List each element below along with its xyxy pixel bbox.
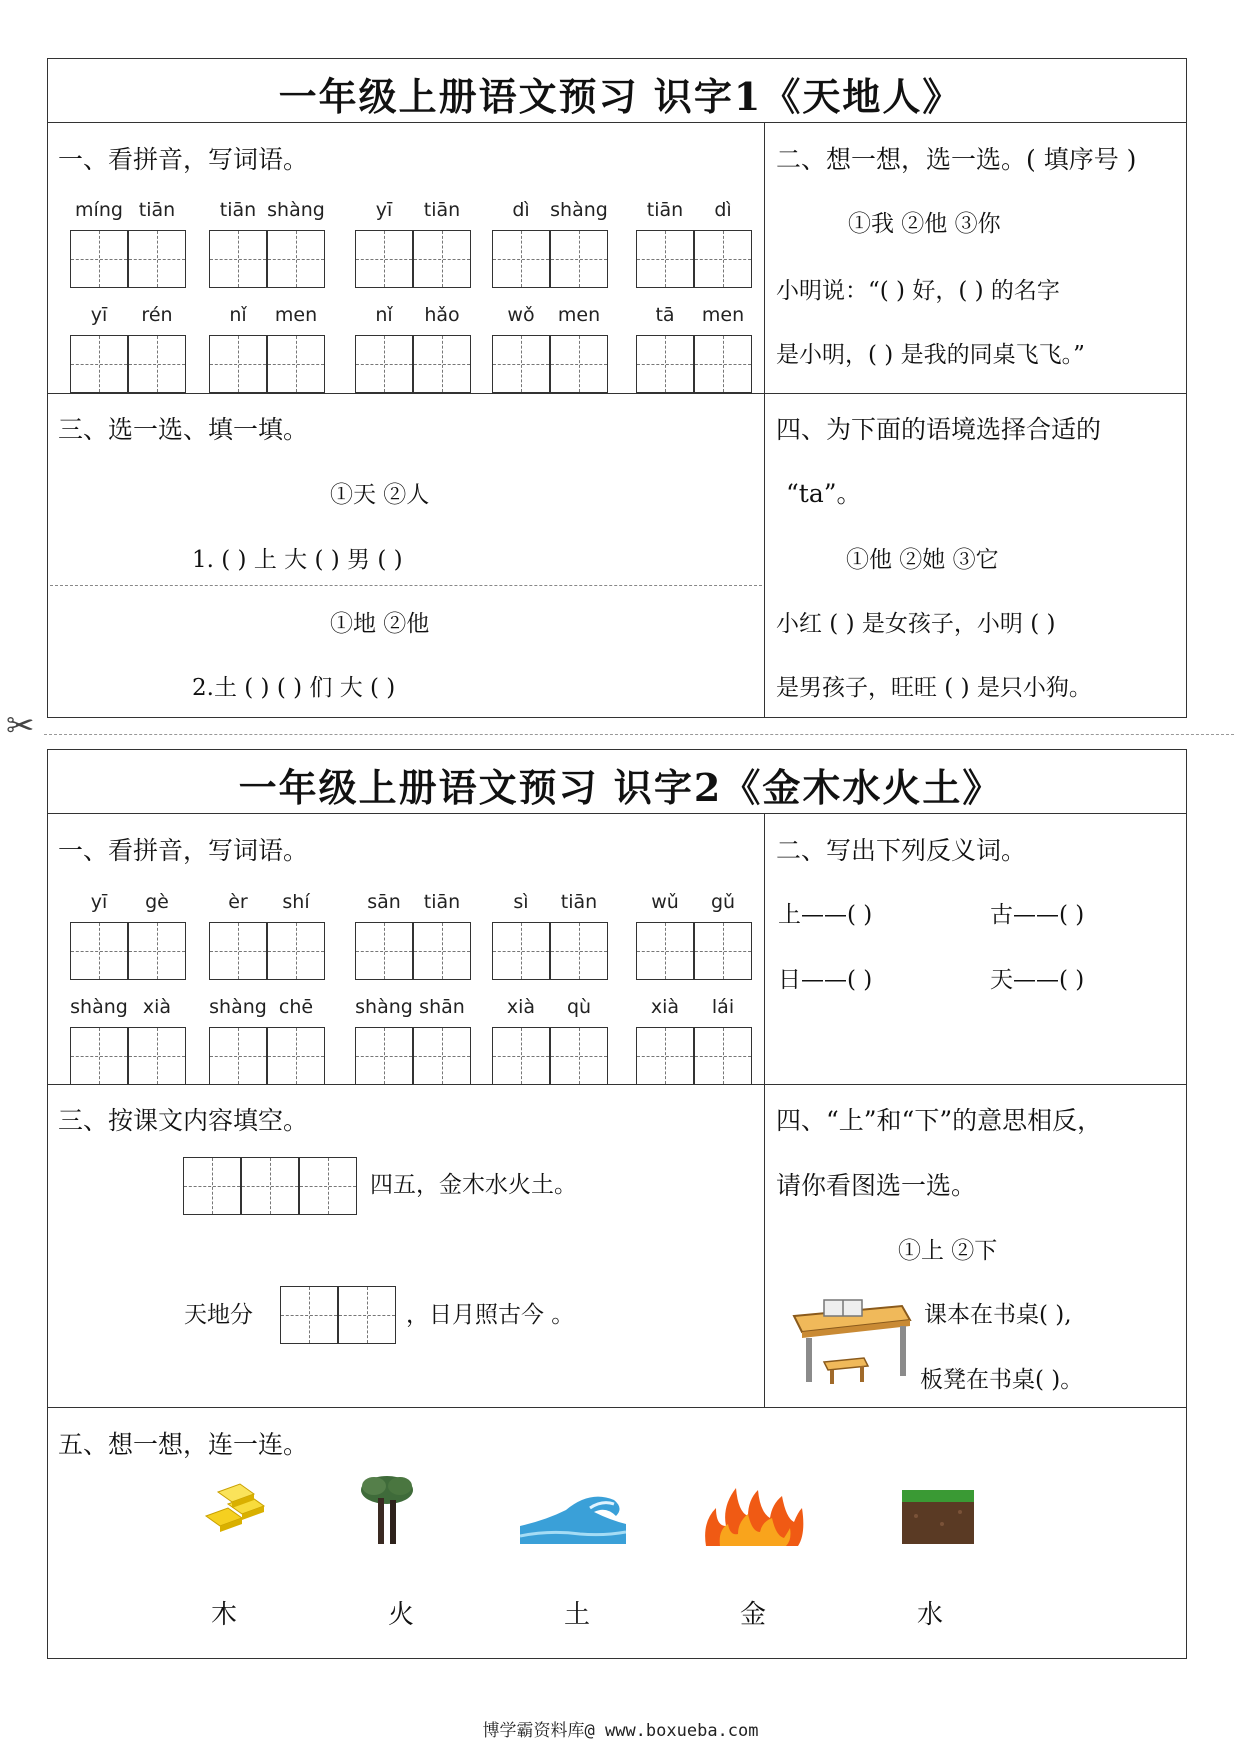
desk-icon [784, 1288, 914, 1388]
tianzige-cell[interactable] [128, 922, 186, 980]
pinyin-label: rén [141, 304, 173, 326]
pinyin-label: wǒ [507, 304, 535, 326]
pinyin-label: yī [375, 199, 393, 221]
tianzige-cell[interactable] [128, 1027, 186, 1085]
tianzige-cell[interactable] [694, 335, 752, 393]
pinyin-label: hǎo [424, 304, 460, 326]
pinyin-label: tiān [423, 891, 461, 913]
tianzige-cell[interactable] [492, 230, 550, 288]
part1-q2-heading: 二、想一想，选一选。( 填序号 ) [776, 145, 1137, 174]
part2-q4-line1: 课本在书桌( ), [924, 1302, 1072, 1328]
tianzige-cell[interactable] [550, 335, 608, 393]
part1-q4-heading: 四、为下面的语境选择合适的 [776, 415, 1102, 444]
pinyin-label: shàng [209, 996, 267, 1018]
tianzige-cell[interactable] [209, 1027, 267, 1085]
part1-q4-line1: 小红 ( ) 是女孩子，小明 ( ) [776, 611, 1056, 637]
part2-q4-options: ①上 ②下 [898, 1238, 998, 1264]
pinyin-label: shàng [267, 199, 325, 221]
tianzige-cell[interactable] [267, 922, 325, 980]
part1-q3-heading: 三、选一选、填一填。 [58, 415, 309, 444]
q5-word-3: 土 [563, 1600, 590, 1630]
pinyin-label: yī [90, 304, 108, 326]
tianzige-cell[interactable] [70, 922, 128, 980]
tianzige-cell[interactable] [355, 922, 413, 980]
q5-word-1: 木 [210, 1600, 237, 1630]
tianzige-cell[interactable] [413, 922, 471, 980]
tianzige-cell[interactable] [492, 335, 550, 393]
tianzige-cell[interactable] [128, 335, 186, 393]
part2-q3-line2b: ，日月照古今 。 [406, 1302, 575, 1328]
tianzige-cell[interactable] [241, 1157, 299, 1215]
part2-q1-heading: 一、看拼音，写词语。 [58, 836, 309, 865]
pinyin-label: lái [711, 996, 735, 1018]
pinyin-label: dì [714, 199, 732, 221]
part1-q3-options1: ①天 ②人 [330, 482, 430, 508]
tianzige-cell[interactable] [299, 1157, 357, 1215]
pinyin-label: shí [282, 891, 310, 913]
tianzige-cell[interactable] [413, 230, 471, 288]
part1-q3-separator [50, 585, 762, 586]
tianzige-cell[interactable] [694, 1027, 752, 1085]
pinyin-label: gǔ [710, 891, 736, 913]
pinyin-label: nǐ [229, 304, 247, 326]
part1-q3-line1: 1. ( ) 上 大 ( ) 男 ( ) [192, 547, 403, 573]
part2-q5-heading: 五、想一想，连一连。 [58, 1430, 309, 1459]
pinyin-label: shàng [70, 996, 128, 1018]
part2-row-divider-2 [47, 1407, 1187, 1408]
part1-q4-heading2: “ta”。 [786, 479, 862, 508]
pinyin-label: sān [367, 891, 401, 913]
part1-q3-options2: ①地 ②他 [330, 611, 430, 637]
pinyin-label: tiān [646, 199, 684, 221]
scissors-icon: ✂ [6, 706, 35, 746]
tianzige-cell[interactable] [183, 1157, 241, 1215]
q5-word-4: 金 [739, 1600, 766, 1630]
tianzige-cell[interactable] [209, 922, 267, 980]
pinyin-label: shàng [355, 996, 413, 1018]
pinyin-label: dì [512, 199, 530, 221]
pinyin-label: tiān [138, 199, 176, 221]
tianzige-cell[interactable] [128, 230, 186, 288]
part1-column-divider [764, 122, 765, 718]
pinyin-label: tiān [423, 199, 461, 221]
pinyin-label: men [274, 304, 318, 326]
part1-q4-line2: 是男孩子，旺旺 ( ) 是只小狗。 [776, 675, 1092, 701]
part2-q2-pair-2a: 日——( ) [778, 967, 873, 993]
tianzige-cell[interactable] [413, 335, 471, 393]
part1-q2-options: ①我 ②他 ③你 [848, 211, 1001, 237]
pinyin-label: gè [145, 891, 169, 913]
tianzige-cell[interactable] [492, 1027, 550, 1085]
part2-q4-heading2: 请你看图选一选。 [776, 1171, 977, 1200]
tianzige-cell[interactable] [267, 1027, 325, 1085]
pinyin-label: nǐ [375, 304, 393, 326]
tianzige-cell[interactable] [280, 1286, 338, 1344]
part2-column-divider [764, 813, 765, 1407]
pinyin-label: wǔ [651, 891, 679, 913]
pinyin-label: tiān [219, 199, 257, 221]
part1-row-divider [47, 393, 1187, 394]
part2-q2-heading: 二、写出下列反义词。 [776, 836, 1027, 865]
tianzige-cell[interactable] [492, 922, 550, 980]
fire-icon [702, 1482, 804, 1548]
tianzige-cell[interactable] [636, 1027, 694, 1085]
pinyin-label: sì [513, 891, 529, 913]
part2-q3-heading: 三、按课文内容填空。 [58, 1106, 309, 1135]
part1-title: 一年级上册语文预习 识字1《天地人》 [278, 74, 963, 119]
pinyin-label: shàng [550, 199, 608, 221]
part1-q2-line2: 是小明，( ) 是我的同桌飞飞。” [776, 342, 1085, 368]
tianzige-cell[interactable] [209, 335, 267, 393]
part2-q2-pair-2b: 天——( ) [990, 967, 1085, 993]
tianzige-cell[interactable] [355, 230, 413, 288]
tianzige-cell[interactable] [355, 335, 413, 393]
pinyin-label: èr [228, 891, 248, 913]
pinyin-label: yī [90, 891, 108, 913]
tianzige-cell[interactable] [636, 335, 694, 393]
tianzige-cell[interactable] [267, 230, 325, 288]
part2-q2-pair-1b: 古——( ) [990, 902, 1085, 928]
part2-q2-pair-1a: 上——( ) [778, 902, 873, 928]
part2-title-divider [47, 813, 1187, 814]
part2-q3-line2a: 天地分 [184, 1302, 253, 1328]
tianzige-cell[interactable] [550, 230, 608, 288]
tianzige-cell[interactable] [694, 230, 752, 288]
tianzige-cell[interactable] [550, 1027, 608, 1085]
tianzige-cell[interactable] [694, 922, 752, 980]
tianzige-cell[interactable] [338, 1286, 396, 1344]
part2-q4-line2: 板凳在书桌( )。 [920, 1367, 1084, 1393]
tianzige-cell[interactable] [267, 335, 325, 393]
gold-bars-icon [198, 1478, 274, 1538]
part1-q2-line1: 小明说：“( ) 好，( ) 的名字 [776, 278, 1060, 304]
part1-q3-line2: 2.土 ( ) ( ) 们 大 ( ) [192, 675, 396, 701]
tianzige-cell[interactable] [636, 230, 694, 288]
pinyin-label: míng [75, 199, 123, 221]
q5-word-5: 水 [916, 1600, 943, 1630]
soil-icon [902, 1490, 974, 1544]
part1-q1-heading: 一、看拼音，写词语。 [58, 145, 309, 174]
pinyin-label: tā [655, 304, 675, 326]
tianzige-cell[interactable] [636, 922, 694, 980]
pinyin-label: men [557, 304, 601, 326]
tianzige-cell[interactable] [413, 1027, 471, 1085]
pinyin-label: xià [506, 996, 536, 1018]
pinyin-label: xià [142, 996, 172, 1018]
wave-icon [520, 1490, 626, 1544]
part2-title: 一年级上册语文预习 识字2《金木水火土》 [238, 765, 1003, 810]
pinyin-label: tiān [560, 891, 598, 913]
part1-q4-options: ①他 ②她 ③它 [846, 547, 999, 573]
part1-title-divider [47, 122, 1187, 123]
tianzige-cell[interactable] [550, 922, 608, 980]
tianzige-cell[interactable] [70, 230, 128, 288]
footer-watermark: 博学霸资料库@ www.boxueba.com [482, 1721, 759, 1741]
tianzige-cell[interactable] [70, 335, 128, 393]
pinyin-label: xià [650, 996, 680, 1018]
pinyin-label: shān [419, 996, 465, 1018]
tianzige-cell[interactable] [209, 230, 267, 288]
pinyin-label: qù [566, 996, 592, 1018]
tianzige-cell[interactable] [70, 1027, 128, 1085]
tree-icon [356, 1472, 418, 1546]
q5-word-2: 火 [387, 1600, 414, 1630]
pinyin-label: chē [278, 996, 314, 1018]
cut-line [44, 734, 1234, 735]
part2-q3-line1: 四五，金木水火土。 [370, 1172, 577, 1198]
tianzige-cell[interactable] [355, 1027, 413, 1085]
part2-q4-heading: 四、“上”和“下”的意思相反， [776, 1106, 1103, 1135]
pinyin-label: men [701, 304, 745, 326]
